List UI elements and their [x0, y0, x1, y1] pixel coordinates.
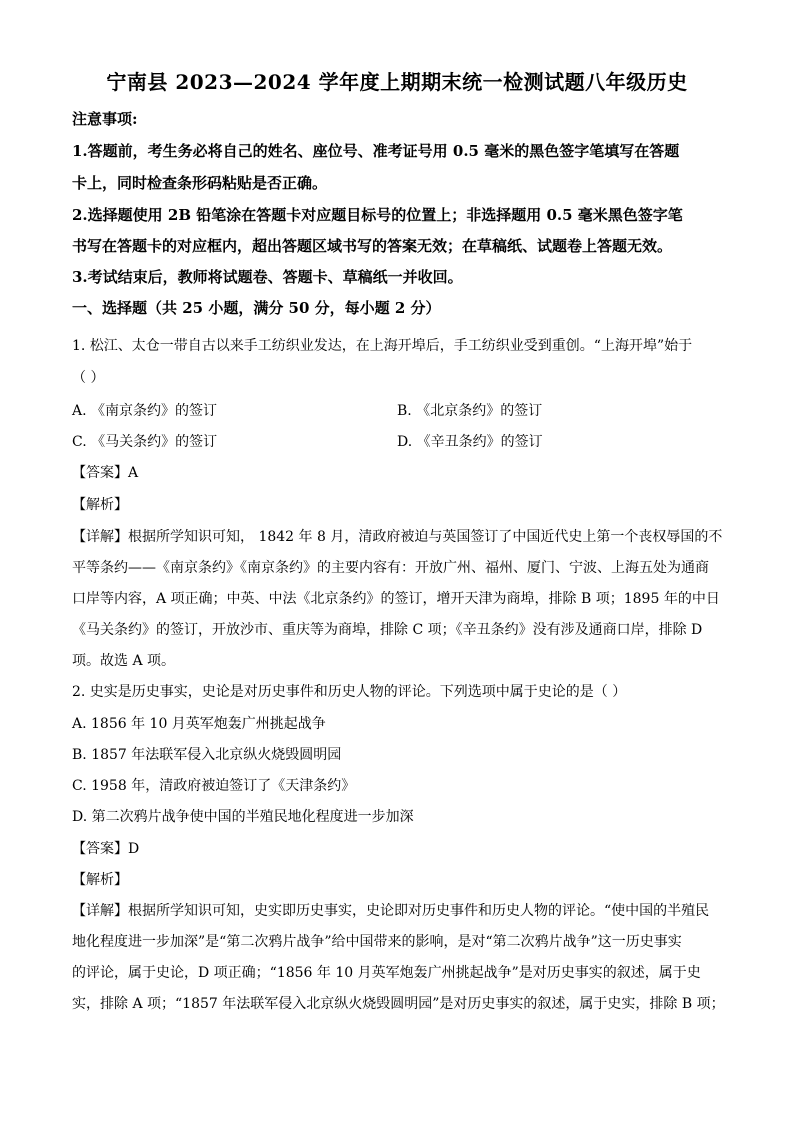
question-1-option-b: B. 《北京条约》的签订 [397, 403, 543, 419]
notice-item: 书写在答题卡的对应框内，超出答题区域书写的答案无效；在草稿纸、试题卷上答题无效。 [72, 237, 673, 255]
question-1-detail-line: 口岸等内容，A 项正确；中英、中法《北京条约》的签订，增开天津为商埠，排除 B 项；1895 年的中日 [72, 591, 720, 607]
question-2-option-c: C. 1958 年，清政府被迫签订了《天津条约》 [72, 778, 356, 794]
question-1-blank: （ ） [72, 370, 105, 386]
question-1-stem: 1. 松江、太仓一带自古以来手工纺织业发达，在上海开埠后，手工纺织业受到重创。“上海开埠”始于 [72, 338, 693, 354]
notice-item: 卡上，同时检查条形码粘贴是否正确。 [72, 174, 328, 192]
question-1-answer: 【答案】A [72, 465, 139, 481]
question-2-option-b: B. 1857 年法联军侵入北京纵火烧毁圆明园 [72, 747, 342, 763]
question-1-option-c: C. 《马关条约》的签订 [72, 434, 218, 450]
question-2-analysis-label: 【解析】 [72, 872, 128, 888]
question-2-detail-line: 地化程度进一步加深”是“第二次鸦片战争”给中国带来的影响，是对“第二次鸦片战争”这一历史事实 [72, 934, 682, 950]
question-1-option-d: D. 《辛丑条约》的签订 [397, 434, 543, 450]
question-2-stem: 2. 史实是历史事实，史论是对历史事件和历史人物的评论。下列选项中属于史论的是（ ） [72, 684, 627, 700]
question-2-option-a: A. 1856 年 10 月英军炮轰广州挑起战争 [72, 716, 326, 732]
notice-item: 1.答题前，考生务必将自己的姓名、座位号、准考证号用 0.5 毫米的黑色签字笔填写在答题 [72, 142, 680, 160]
question-2-detail-line: 实，排除 A 项；“1857 年法联军侵入北京纵火烧毁圆明园”是对历史事实的叙述，属于史实，排除 B 项； [72, 996, 725, 1012]
page-title: 宁南县 2023—2024 学年度上期期末统一检测试题八年级历史 [106, 70, 688, 94]
question-2-detail-line: 【详解】根据所学知识可知，史实即历史事实，史论即对历史事件和历史人物的评论。“使中国的半殖民 [72, 903, 710, 919]
notice-heading: 注意事项: [72, 110, 138, 128]
question-1-analysis-label: 【解析】 [72, 497, 128, 513]
question-1-detail-line: 《马关条约》的签订，开放沙市、重庆等为商埠，排除 C 项；《辛丑条约》没有涉及通商口岸，排除 D [72, 622, 703, 638]
question-1-detail-line: 项。故选 A 项。 [72, 653, 176, 669]
notice-item: 3.考试结束后，教师将试题卷、答题卡、草稿纸一并收回。 [72, 268, 463, 286]
section-heading: 一、选择题（共 25 小题，满分 50 分，每小题 2 分） [72, 299, 441, 317]
question-2-detail-line: 的评论，属于史论，D 项正确；“1856 年 10 月英军炮轰广州挑起战争”是对历史事实的叙述，属于史 [72, 965, 701, 981]
notice-item: 2.选择题使用 2B 铅笔涂在答题卡对应题目标号的位置上；非选择题用 0.5 毫米黑色签字笔 [72, 206, 683, 224]
question-2-answer: 【答案】D [72, 841, 140, 857]
question-1-detail-line: 【详解】根据所学知识可知， 1842 年 8 月，清政府被迫与英国签订了中国近代史上第一个丧权辱国的不 [72, 529, 723, 545]
question-1-detail-line: 平等条约——《南京条约》《南京条约》的主要内容有：开放广州、福州、厦门、宁波、上海五处为通商 [72, 560, 709, 576]
question-2-option-d: D. 第二次鸦片战争使中国的半殖民地化程度进一步加深 [72, 809, 414, 825]
question-1-option-a: A. 《南京条约》的签订 [72, 403, 218, 419]
